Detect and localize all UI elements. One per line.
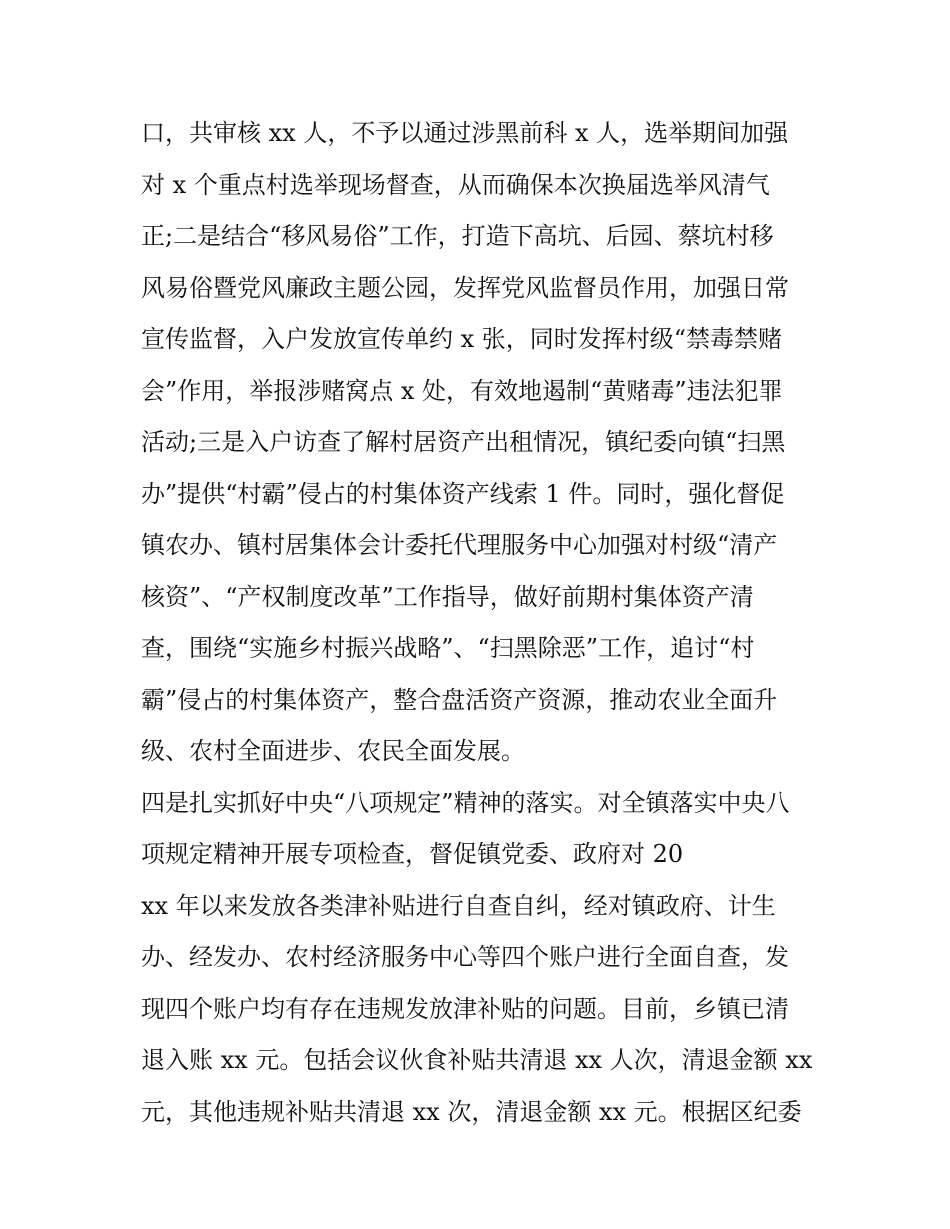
text-line: 活动;三是入户访查了解村居资产出租情况，镇纪委向镇“扫黑: [141, 428, 786, 456]
text-line: 办”提供“村霸”侵占的村集体资产线索 1 件。同时，强化督促: [141, 479, 785, 508]
text-line: 会”作用，举报涉赌窝点 x 处，有效地遏制“黄赌毒”违法犯罪: [141, 376, 783, 405]
text-line: 风易俗暨党风廉政主题公园，发挥党风监督员作用，加强日常: [141, 273, 789, 302]
body-text: [141, 108, 821, 1138]
text-line: xx 年以来发放各类津补贴进行自查自纠，经对镇政府、计生: [141, 891, 776, 920]
text-line: 宣传监督，入户发放宣传单约 x 张，同时发挥村级“禁毒禁赌: [141, 325, 783, 353]
text-line: 办、经发办、农村经济服务中心等四个账户进行全面自查，发: [141, 943, 789, 971]
text-line: 对 x 个重点村选举现场督查，从而确保本次换届选举风清气: [141, 170, 770, 199]
text-line: 现四个账户均有存在违规发放津补贴的问题。目前，乡镇已清: [141, 994, 789, 1023]
text-line: 查，围绕“实施乡村振兴战略”、“扫黑除恶”工作，追讨“村: [141, 634, 755, 662]
text-line: 退入账 xx 元。包括会议伙食补贴共清退 xx 人次，清退金额 xx: [141, 1046, 813, 1074]
text-line: 级、农村全面进步、农民全面发展。: [141, 737, 525, 765]
text-line: 霸”侵占的村集体资产，整合盘活资产资源，推动农业全面升: [141, 685, 778, 714]
text-line: 核资”、“产权制度改革”工作指导，做好前期村集体资产清: [141, 582, 754, 611]
text-line: 正;二是结合“移风易俗”工作，打造下高坑、后园、蔡坑村移: [141, 222, 774, 250]
text-line: 镇农办、镇村居集体会计委托代理服务中心加强对村级“清产: [141, 531, 778, 559]
text-line: 口，共审核 xx 人，不予以通过涉黑前科 x 人，选举期间加强: [141, 119, 789, 147]
text-line: 四是扎实抓好中央“八项规定”精神的落实。对全镇落实中央八: [141, 788, 790, 817]
text-line: 项规定精神开展专项检查，督促镇党委、政府对 20: [141, 840, 684, 868]
text-line: 元，其他违规补贴共清退 xx 次，清退金额 xx 元。根据区纪委: [141, 1097, 802, 1126]
